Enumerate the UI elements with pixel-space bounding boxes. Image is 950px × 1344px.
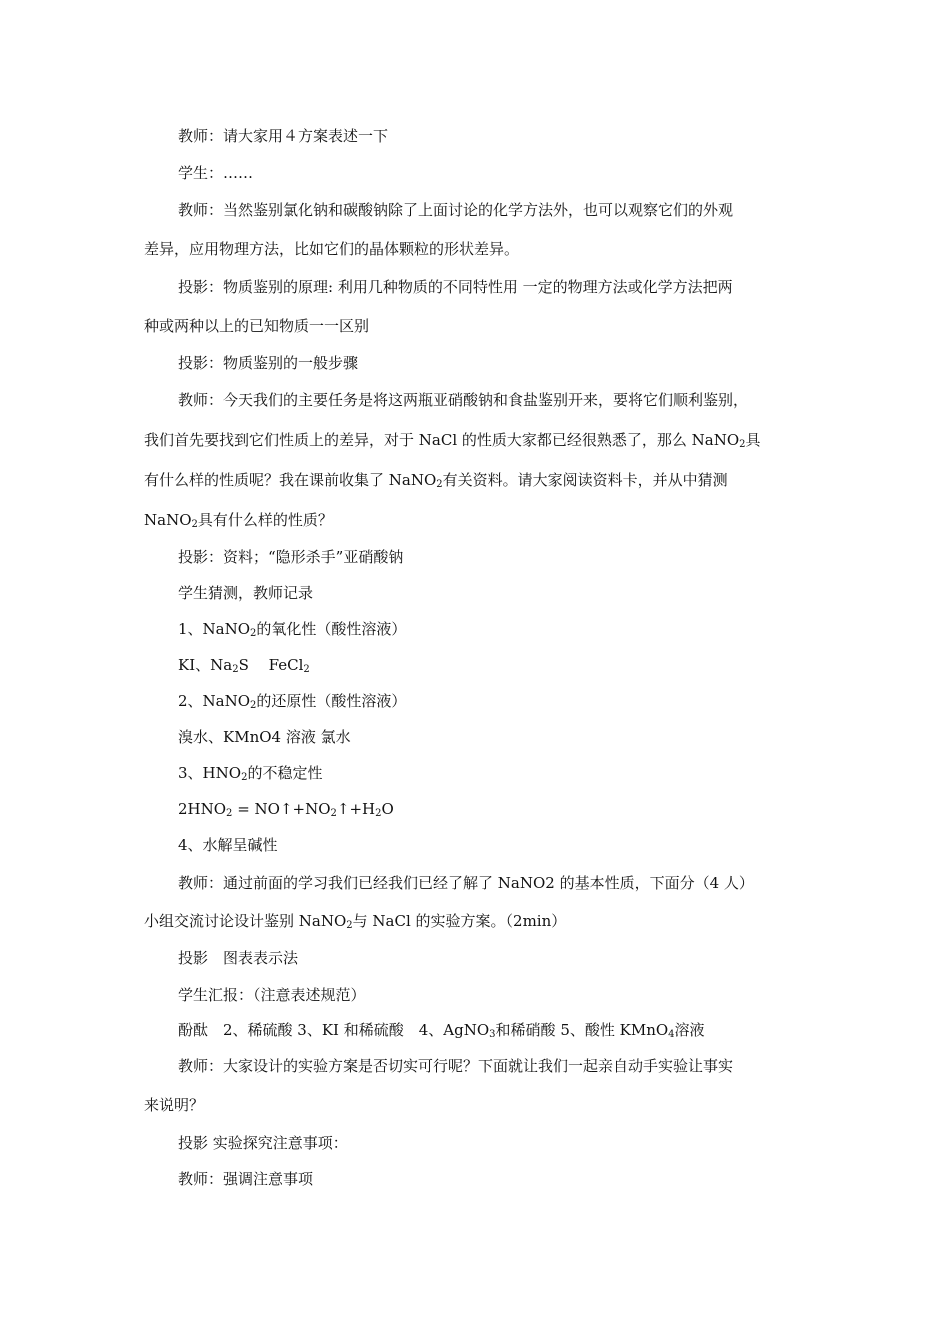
text-span: 2HNO	[178, 800, 227, 818]
subscript: 2	[330, 808, 337, 819]
text-span: = NO↑+NO	[232, 800, 331, 818]
subscript: 2	[250, 700, 257, 711]
subscript: 3	[489, 1029, 496, 1040]
text-line	[178, 200, 733, 220]
text-line	[144, 430, 761, 450]
text-span: 4、水解呈碱性	[178, 836, 278, 854]
text-line	[178, 277, 733, 297]
text-line	[178, 799, 394, 819]
subscript: 2	[436, 479, 443, 490]
text-span: 投影：物质鉴别的一般步骤	[178, 354, 359, 372]
text-line	[144, 470, 728, 490]
text-line	[178, 353, 358, 373]
text-line	[178, 763, 322, 783]
text-line	[178, 985, 366, 1005]
text-line	[178, 126, 388, 146]
subscript: 2	[226, 808, 233, 819]
text-span: KI、Na	[178, 656, 233, 674]
text-span: 具	[745, 431, 761, 449]
text-line	[144, 239, 519, 259]
text-line	[178, 727, 351, 747]
text-span: 来说明？	[144, 1096, 205, 1114]
text-line	[178, 583, 313, 603]
text-span: NaNO	[144, 511, 192, 529]
subscript: 2	[191, 519, 198, 530]
text-span: 的不稳定性	[247, 764, 323, 782]
text-span: 和稀硝酸 5、酸性 KMnO	[495, 1021, 669, 1039]
text-span: 投影：物质鉴别的原理: 利用几种物质的不同特性用 一定的物理方法或化学方法把两	[178, 278, 733, 296]
text-span: 差异，应用物理方法，比如它们的晶体颗粒的形状差异。	[144, 240, 520, 258]
text-span: S FeCl	[238, 656, 304, 674]
text-span: 2、NaNO	[178, 692, 251, 710]
subscript: 2	[232, 664, 239, 675]
text-span: 1、NaNO	[178, 620, 251, 638]
text-span: 教师：今天我们的主要任务是将这两瓶亚硝酸钠和食盐鉴别开来，要将它们顺利鉴别，	[178, 391, 749, 409]
text-span: 有什么样的性质呢？我在课前收集了 NaNO	[144, 471, 437, 489]
subscript: 2	[241, 772, 248, 783]
text-line	[178, 873, 754, 893]
text-span: 投影：资料；“隐形杀手”亚硝酸钠	[178, 548, 404, 566]
text-line	[178, 1169, 313, 1189]
subscript: 2	[303, 664, 310, 675]
text-line	[178, 390, 748, 410]
text-line	[144, 510, 333, 530]
text-span: 学生：……	[178, 164, 254, 182]
text-span: 学生猜测，教师记录	[178, 584, 314, 602]
subscript: 2	[375, 808, 382, 819]
text-span: 溴水、KMnO4 溶液 氯水	[178, 728, 351, 746]
text-line	[178, 1133, 348, 1153]
text-span: 学生汇报：（注意表述规范）	[178, 986, 366, 1004]
text-span: 具有什么样的性质？	[197, 511, 333, 529]
text-span: 教师：请大家用４方案表述一下	[178, 127, 389, 145]
text-span: 的氧化性（酸性溶液）	[256, 620, 407, 638]
text-span: 溶液	[674, 1021, 705, 1039]
subscript: 2	[250, 628, 257, 639]
text-line	[178, 948, 298, 968]
text-line	[144, 911, 566, 931]
text-line	[144, 1095, 204, 1115]
text-span: 我们首先要找到它们性质上的差异，对于 NaCl 的性质大家都已经很熟悉了，那么 NaNO	[144, 431, 740, 449]
text-line	[178, 547, 403, 567]
subscript: 4	[668, 1029, 675, 1040]
text-span: 种或两种以上的已知物质一一区别	[144, 317, 370, 335]
text-span: 教师：通过前面的学习我们已经我们已经了解了 NaNO2 的基本性质，下面分（4 人）	[178, 874, 754, 892]
text-span: 教师：强调注意事项	[178, 1170, 314, 1188]
text-span: 有关资料。请大家阅读资料卡，并从中猜测	[442, 471, 728, 489]
text-line	[178, 163, 253, 183]
text-line	[178, 835, 278, 855]
text-span: 小组交流讨论设计鉴别 NaNO	[144, 912, 347, 930]
text-line	[144, 316, 369, 336]
text-line	[178, 1020, 705, 1040]
text-span: 投影 图表表示法	[178, 949, 299, 967]
subscript: 2	[739, 439, 746, 450]
text-line	[178, 619, 406, 639]
text-span: 3、HNO	[178, 764, 242, 782]
text-span: 酚酞 2、稀硫酸 3、KI 和稀硫酸 4、AgNO	[178, 1021, 490, 1039]
text-line	[178, 655, 310, 675]
text-span: 投影 实验探究注意事项：	[178, 1134, 348, 1152]
text-line	[178, 691, 406, 711]
text-span: 教师：大家设计的实验方案是否切实可行呢？下面就让我们一起亲自动手实验让事实	[178, 1057, 734, 1075]
text-span: 的还原性（酸性溶液）	[256, 692, 407, 710]
text-span: 教师：当然鉴别氯化钠和碳酸钠除了上面讨论的化学方法外，也可以观察它们的外观	[178, 201, 734, 219]
text-span: O	[381, 800, 394, 818]
text-span: 与 NaCl 的实验方案。（2min）	[352, 912, 567, 930]
subscript: 2	[346, 920, 353, 931]
text-span: ↑+H	[336, 800, 376, 818]
text-line	[178, 1056, 733, 1076]
